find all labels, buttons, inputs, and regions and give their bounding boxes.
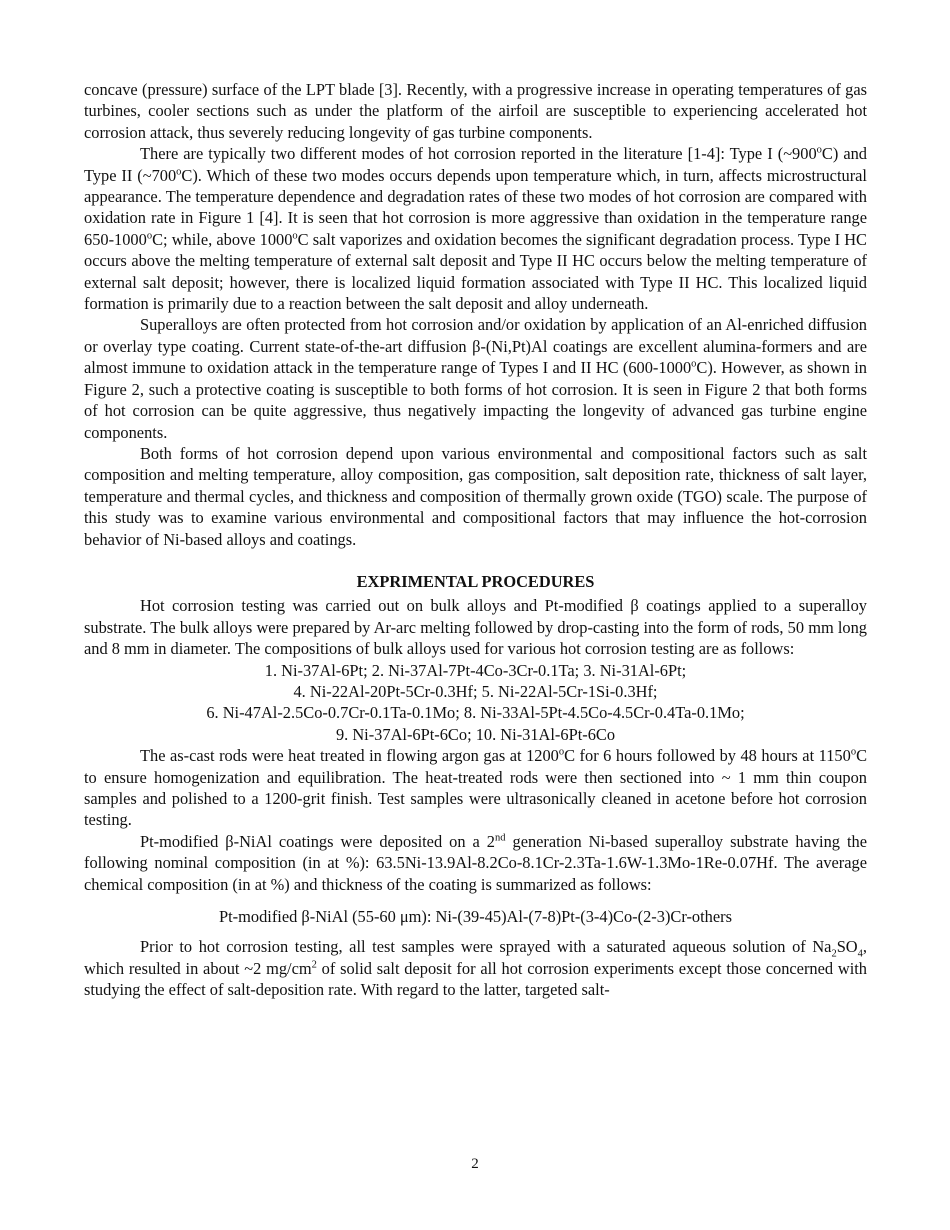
alloy-composition-list (84, 660, 867, 746)
paragraph-coating-deposition: Pt-modified β-NiAl coatings were deposited on a 2nd generation Ni-based superalloy substrate having the following nominal composition (in at %): 63.5Ni-13.9Al-8.2Co-8.1Cr-2.3Ta-1.6W-1.3Mo-1Re-0.07Hf. The average chemical composition (in at %) and thickness of the coating is summarized as follows: (84, 831, 867, 894)
page-number: 2 (471, 1156, 479, 1172)
paragraph-intro-continued: concave (pressure) surface of the LPT blade [3]. Recently, with a progressive increase in operating temperatures of gas turbines, cooler sections such as under the platform of the airfoil are susceptible to experiencing accelerated hot corrosion attack, thus severely reducing longevity of gas turbine components. (84, 80, 867, 142)
alloy-line: 1. Ni-37Al-6Pt; 2. Ni-37Al-7Pt-4Co-3Cr-0.1Ta; 3. Ni-31Al-6Pt; (264, 660, 687, 680)
paragraph-superalloy-protection: Superalloys are often protected from hot corrosion and/or oxidation by application of an Al-enriched diffusion or overlay type coating. Current state-of-the-art diffusion β-(Ni,Pt)Al coatings are excellent alumina-formers and are almost immune to oxidation attack in the temperature range of Types I and II HC (600-1000$^o$C). However, as shown in Figure 2, such a protective coating is susceptible to both forms of hot corrosion. It is seen in Figure 2 that both forms of hot corrosion can be quite aggressive, thus negatively impacting the longevity of advanced gas turbine engine components. (84, 315, 867, 442)
document-body (84, 79, 867, 1001)
section-heading: EXPRIMENTAL PROCEDURES (356, 571, 595, 591)
paragraph-factors: Both forms of hot corrosion depend upon various environmental and compositional factors such as salt composition and melting temperature, alloy composition, gas composition, salt deposition rate, thickness of salt layer, temperature and thermal cycles, and thickness and composition of thermally grown oxide (TGO) scale. The purpose of this study was to examine various environmental and compositional factors that may influence the hot-corrosion behavior of Ni-based alloys and coatings. (84, 443, 867, 549)
paragraph-heat-treatment: The as-cast rods were heat treated in flowing argon gas at 1200$^o$C for 6 hours followed by 48 hours at 1150$^o$C to ensure homogenization and equilibration. The heat-treated rods were then sectioned into ~ 1 mm thin coupon samples and polished to a 1200-grit finish. Test samples were ultrasonically cleaned in acetone before hot corrosion testing. (84, 746, 868, 830)
alloy-line: 4. Ni-22Al-20Pt-5Cr-0.3Hf; 5. Ni-22Al-5Cr-1Si-0.3Hf; (293, 681, 658, 701)
paragraph-salt-deposit: Prior to hot corrosion testing, all test samples were sprayed with a saturated aqueous solution of $Na_2SO_4$, which resulted in about ~2 $mg/cm^2$ of solid salt deposit for all hot corrosion experiments except those concerned with studying the effect of salt-deposition rate. With regard to the latter, targeted salt- (84, 937, 868, 1000)
paragraph-testing-overview: Hot corrosion testing was carried out on bulk alloys and Pt-modified β coatings applied to a superalloy substrate. The bulk alloys were prepared by Ar-arc melting followed by drop-casting into the form of rods, 50 mm long and 8 mm in diameter. The compositions of bulk alloys used for various hot corrosion testing are as follows: (84, 596, 867, 659)
alloy-line: 9. Ni-37Al-6Pt-6Co; 10. Ni-31Al-6Pt-6Co (335, 724, 616, 744)
alloy-line: 6. Ni-47Al-2.5Co-0.7Cr-0.1Ta-0.1Mo; 8. Ni-33Al-5Pt-4.5Co-4.5Cr-0.4Ta-0.1Mo; (206, 703, 745, 723)
coating-composition-line: Pt-modified β-NiAl (55-60 μm): Ni-(39-45)Al-(7-8)Pt-(3-4)Co-(2-3)Cr-others (219, 907, 732, 927)
paragraph-hot-corrosion-modes: There are typically two different modes of hot corrosion reported in the literature [1-4]: Type I (~900$^o$C) and Type II (~700$^o$C). Which of these two modes occurs depends upon temperature which, in turn, affects microstructural appearance. The temperature dependence and degradation rates of these two modes of hot corrosion are compared with oxidation rate in Figure 1 [4]. It is seen that hot corrosion is more aggressive than oxidation in the temperature range 650-1000$^o$C; while, above 1000$^o$C salt vaporizes and oxidation becomes the significant degradation process. Type I HC occurs above the melting temperature of external salt deposit and Type II HC occurs below the melting temperature of external salt deposit; however, there is localized liquid formation associated with Type II HC. This localized liquid formation is primarily due to a reaction between the salt deposit and alloy underneath. (84, 144, 868, 314)
